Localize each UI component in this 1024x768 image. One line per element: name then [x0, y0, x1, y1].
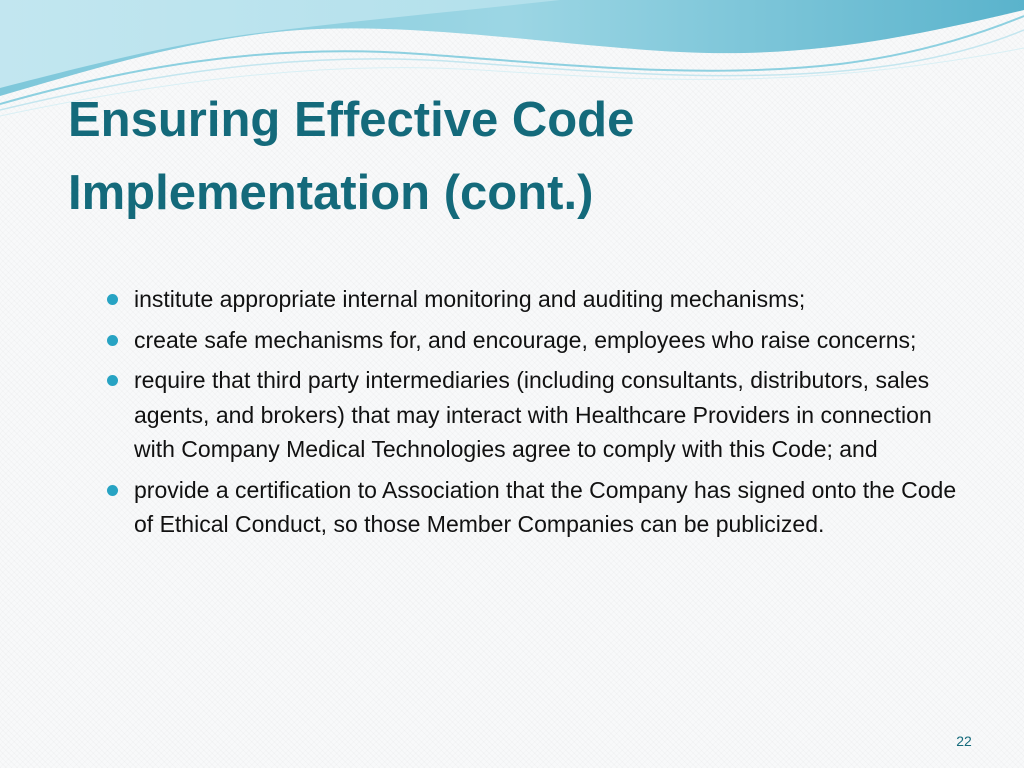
bullet-item-monitoring	[104, 282, 974, 317]
page-number: 22	[956, 733, 972, 749]
bullet-dot-icon	[107, 485, 118, 496]
slide-title-line-2: Implementation (cont.)	[68, 166, 594, 220]
bullet-text: provide a certification to Association that the Company has signed onto the Code of Ethical Conduct, so those Member Companies can be publicized.	[134, 476, 957, 537]
bullet-text: create safe mechanisms for, and encourage, employees who raise concerns;	[134, 326, 917, 353]
bullet-item-third-party	[104, 363, 974, 467]
bullet-dot-icon	[107, 294, 118, 305]
bullet-dot-icon	[107, 375, 118, 386]
bullet-list	[104, 282, 974, 548]
slide-title-line-1: Ensuring Effective Code	[68, 93, 635, 147]
bullet-text: require that third party intermediaries (including consultants, distributors, sales agents, and brokers) that may interact with Healthcare Providers in connection with Company Medical Technologies agree to comply with this Code; and	[134, 367, 932, 462]
slide-title	[68, 84, 968, 230]
bullet-text: institute appropriate internal monitoring and auditing mechanisms;	[134, 286, 806, 312]
bullet-item-certification	[104, 473, 974, 542]
bullet-dot-icon	[107, 335, 118, 346]
bullet-item-safe-mechanisms	[104, 323, 974, 358]
